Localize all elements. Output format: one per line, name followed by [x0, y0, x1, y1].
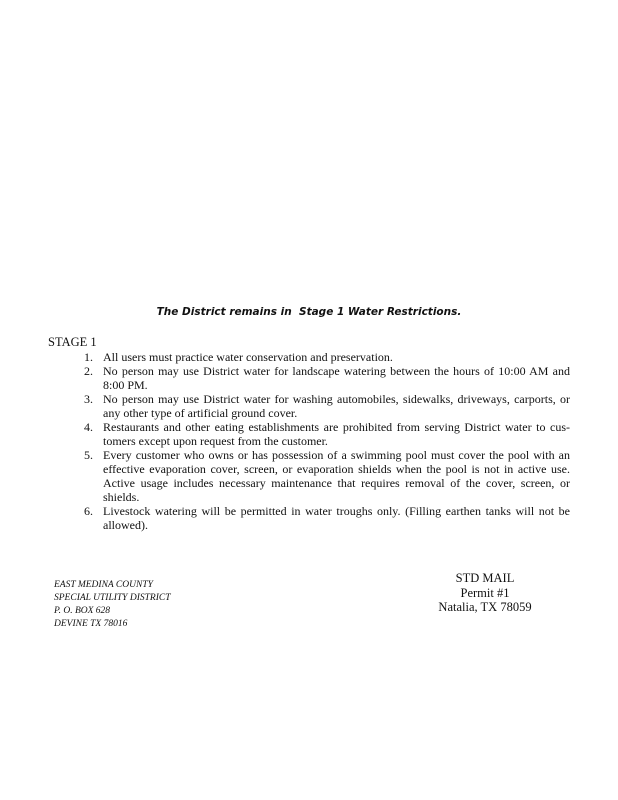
- restriction-item: [75, 448, 570, 504]
- restriction-item: [75, 392, 570, 420]
- restriction-number: 4.: [84, 420, 93, 434]
- restriction-number: 1.: [84, 350, 93, 364]
- restrictions-list: [75, 350, 570, 532]
- sender-line: SPECIAL UTILITY DISTRICT: [54, 593, 171, 603]
- sender-address: [54, 579, 171, 631]
- restriction-number: 6.: [84, 504, 93, 518]
- stage-label: STAGE 1: [48, 335, 97, 349]
- postage-location: Natalia, TX 78059: [438, 600, 532, 614]
- restriction-item: [75, 364, 570, 392]
- postage-indicia: [420, 571, 550, 615]
- restriction-number: 5.: [84, 448, 93, 462]
- restriction-item: [75, 420, 570, 448]
- sender-line: EAST MEDINA COUNTY: [54, 580, 153, 590]
- sender-line: P. O. BOX 628: [54, 606, 111, 616]
- notice-headline: The District remains in Stage 1 Water Restrictions.: [156, 306, 462, 318]
- restriction-number: 2.: [84, 364, 93, 378]
- restriction-text: Every customer who owns or has possession of a swimming pool must cover the pool with an effective evaporation cover, screen, or evaporation shields when the pool is not in active use. Active usage includes necessary maintenance that requires removal of the cover, screen, or shields.: [103, 448, 570, 504]
- postage-permit: Permit #1: [460, 585, 510, 600]
- restriction-text: No person may use District water for landscape watering between the hours of 10:00 AM and 8:00 PM.: [103, 364, 570, 392]
- restriction-text: All users must practice water conservation and preservation.: [103, 350, 393, 364]
- restriction-text: Livestock watering will be permitted in water troughs only. (Filling earthen tanks will not be allowed).: [103, 504, 570, 532]
- restriction-number: 3.: [84, 392, 93, 406]
- sender-line: DEVINE TX 78016: [54, 619, 128, 629]
- restriction-item: [75, 350, 570, 364]
- restriction-text: Restaurants and other eating establishments are prohibited from serving District water to customers except upon request from the customer.: [103, 420, 570, 448]
- restriction-text: No person may use District water for washing automobiles, sidewalks, driveways, carports, or any other type of artificial ground cover.: [103, 392, 570, 420]
- restriction-item: [75, 504, 570, 532]
- postage-class: STD MAIL: [455, 571, 515, 585]
